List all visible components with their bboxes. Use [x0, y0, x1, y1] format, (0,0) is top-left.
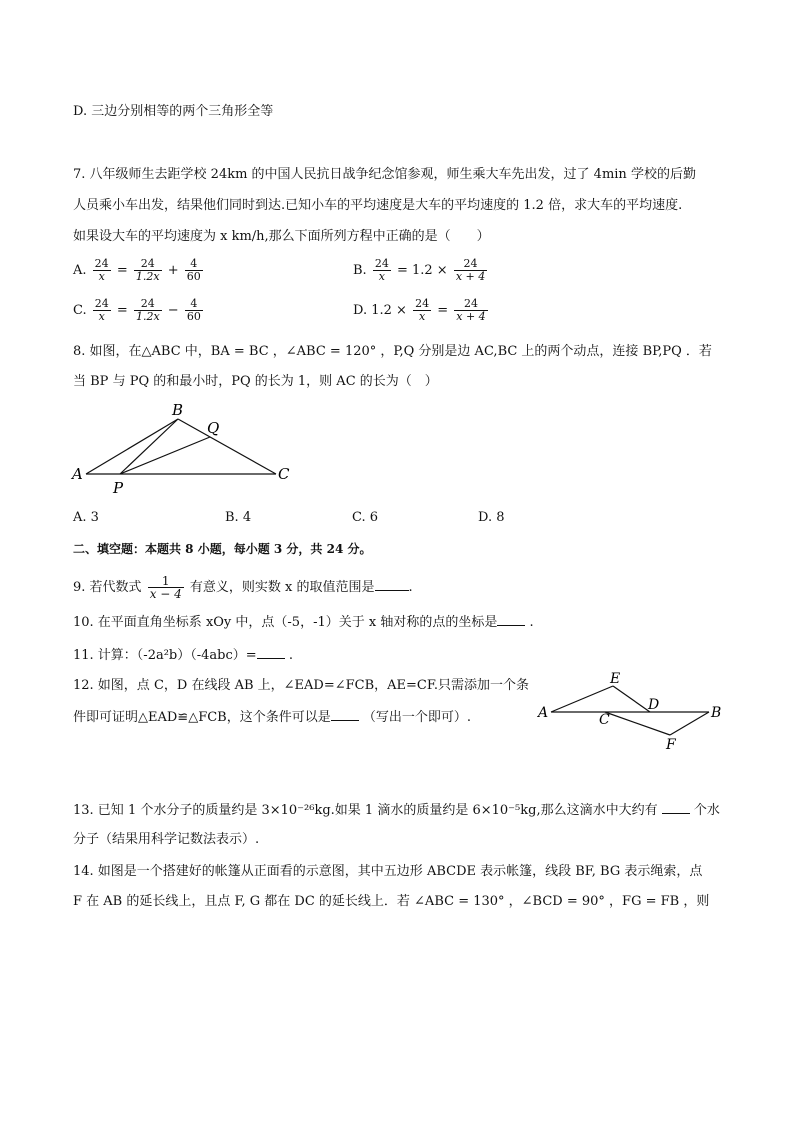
q8-label-c: C [278, 465, 290, 483]
q12-label-d: D [648, 697, 660, 713]
q8-line2: 当 BP 与 PQ 的和最小时，PQ 的长为 1，则 AC 的长为（ ） [73, 374, 438, 389]
q8-option-d: D. 8 [478, 510, 505, 525]
q8-label-q: Q [207, 419, 220, 437]
q12-figure [535, 672, 730, 757]
q7-option-a: A. $\frac{24}{x}$ = $\frac{24}{1.2x}$ + $\frac{4}{60}$ [73, 257, 201, 283]
q7-option-d: D. 1.2 × $\frac{24}{x}$ = $\frac{24}{x + 4}$ [353, 297, 486, 323]
q8-option-c: C. 6 [352, 510, 379, 525]
q7-line2: 人员乘小车出发，结果他们同时到达.已知小车的平均速度是大车的平均速度的 1.2 倍，求大车的平均速度. [73, 198, 683, 213]
q13-line2: 分子（结果用科学记数法表示）. [73, 832, 260, 847]
q11: 11. 计算：（-2a²b）（-4abc）= . [73, 648, 293, 663]
q12-label-b: B [711, 705, 722, 721]
q12-line2: 件即可证明△EAD≌△FCB，这个条件可以是 （写出一个即可）. [73, 710, 471, 725]
q10: 10. 在平面直角坐标系 xOy 中，点（-5，-1）关于 x 轴对称的点的坐标是 . [73, 615, 534, 630]
q7-option-c: C. $\frac{24}{x}$ = $\frac{24}{1.2x}$ − $\frac{4}{60}$ [73, 297, 201, 323]
q7-line3: 如果设大车的平均速度为 x km/h,那么下面所列方程中正确的是（ ） [73, 229, 490, 244]
q13-line1: 13. 已知 1 个水分子的质量约是 3×10⁻²⁶kg.如果 1 滴水的质量约是 6×10⁻⁵kg,那么这滴水中大约有 个水 [73, 803, 720, 818]
q8-option-a: A. 3 [73, 510, 99, 525]
q6-option-d: D. 三边分别相等的两个三角形全等 [73, 104, 274, 119]
q12-line1: 12. 如图，点 C，D 在线段 AB 上，∠EAD=∠FCB，AE=CF.只需添加一个条 [73, 678, 529, 693]
q7-option-b: B. $\frac{24}{x}$ = 1.2 × $\frac{24}{x + 4}$ [353, 257, 486, 283]
q14-line1: 14. 如图是一个搭建好的帐篷从正面看的示意图，其中五边形 ABCDE 表示帐篷，线段 BF, BG 表示绳索，点 [73, 864, 703, 879]
q12-label-e: E [610, 672, 621, 687]
q12-label-c: C [599, 712, 610, 728]
q14-line2: F 在 AB 的延长线上，且点 F, G 都在 DC 的延长线上．若 ∠ABC = 130° ，∠BCD = 90° ，FG = FB ，则 [73, 894, 710, 909]
q9: 9. 若代数式 $\frac{1}{x - 4}$ 有意义，则实数 x 的取值范围是 . [73, 574, 413, 601]
section-2-heading: 二、填空题：本题共 8 小题，每小题 3 分，共 24 分。 [73, 542, 372, 556]
q8-option-b: B. 4 [225, 510, 252, 525]
q8-figure [68, 402, 298, 497]
q8-line1: 8. 如图，在△ABC 中，BA = BC ，∠ABC = 120° ，P,Q 分别是边 AC,BC 上的两个动点，连接 BP,PQ ．若 [73, 344, 712, 359]
q7-line1: 7. 八年级师生去距学校 24km 的中国人民抗日战争纪念馆参观，师生乘大车先出发，过了 4min 学校的后勤 [73, 167, 696, 182]
q12-label-f: F [666, 737, 676, 753]
q8-label-p: P [113, 479, 124, 497]
q8-label-a: A [72, 465, 83, 483]
q12-label-a: A [538, 705, 549, 721]
q8-label-b: B [172, 402, 184, 419]
